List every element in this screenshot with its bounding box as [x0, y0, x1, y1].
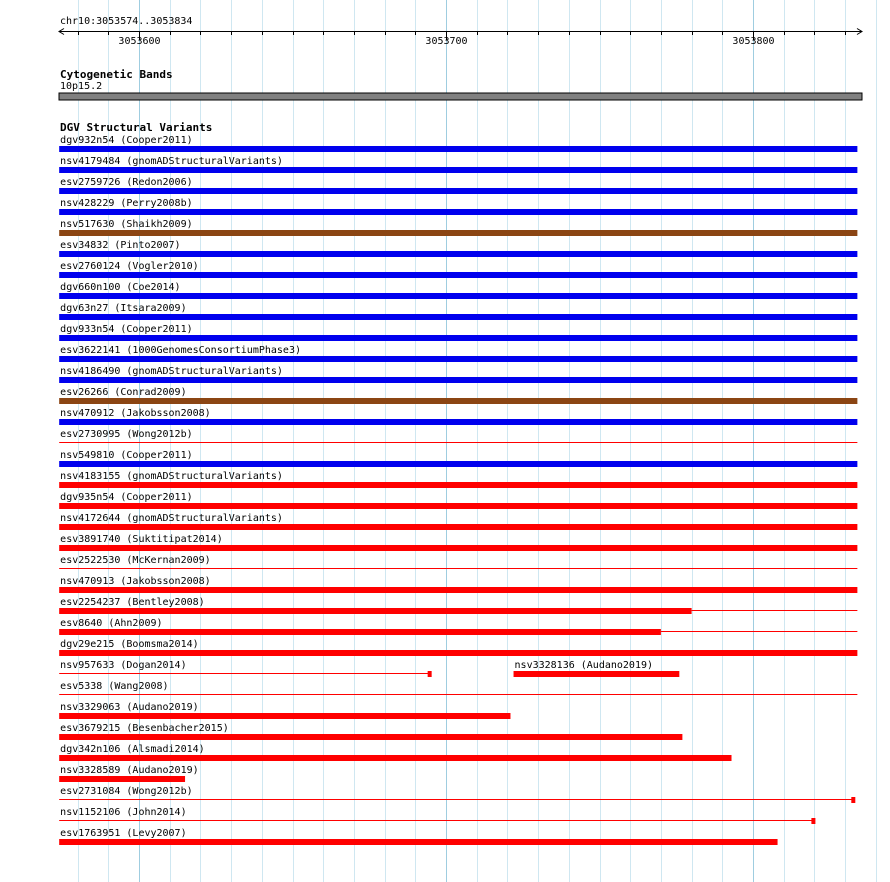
variant-feature[interactable] [59, 429, 857, 443]
variant-row [59, 240, 857, 257]
variant-bar[interactable] [59, 713, 510, 719]
variant-feature[interactable] [59, 135, 857, 152]
variant-feature[interactable] [59, 618, 857, 635]
variant-feature[interactable] [59, 366, 857, 383]
variant-label: nsv4179484 (gnomADStructuralVariants) [60, 156, 283, 167]
variant-feature[interactable] [59, 765, 198, 782]
variant-row [59, 387, 857, 404]
variant-feature[interactable] [59, 408, 857, 425]
variant-row [59, 303, 857, 320]
variant-bar[interactable] [59, 587, 857, 593]
variant-label: nsv3328136 (Audano2019) [514, 660, 654, 671]
variant-feature[interactable] [59, 345, 857, 362]
feature-list [59, 135, 857, 845]
variant-bar[interactable] [59, 272, 857, 278]
variant-row [59, 639, 857, 656]
variant-label: nsv517630 (Shaikh2009) [60, 219, 193, 230]
ruler-ticks [59, 29, 862, 48]
variant-bar[interactable] [59, 377, 857, 383]
variant-feature[interactable] [59, 219, 857, 236]
variant-bar[interactable] [59, 839, 777, 845]
variant-row [59, 786, 855, 803]
variant-row [59, 807, 815, 824]
variant-feature[interactable] [59, 576, 857, 593]
variant-label: esv1763951 (Levy2007) [60, 828, 187, 839]
variant-row [59, 576, 857, 593]
variant-row [59, 450, 857, 467]
variant-feature[interactable] [59, 723, 682, 740]
variant-bar[interactable] [59, 230, 857, 236]
variant-row [59, 534, 857, 551]
variant-feature[interactable] [59, 639, 857, 656]
variant-bar[interactable] [59, 146, 857, 152]
variant-bar[interactable] [59, 209, 857, 215]
variant-feature[interactable] [59, 702, 510, 719]
variant-feature[interactable] [59, 282, 857, 299]
variant-label: nsv3329063 (Audano2019) [60, 702, 199, 713]
variant-row [59, 282, 857, 299]
variant-row [59, 660, 679, 677]
variant-feature[interactable] [59, 303, 857, 320]
variant-bar[interactable] [59, 545, 857, 551]
variant-label: nsv470913 (Jakobsson2008) [60, 576, 211, 587]
variant-bar[interactable] [59, 398, 857, 404]
position-label: chr10:3053574..3053834 [60, 16, 193, 27]
variant-row [59, 471, 857, 488]
variant-bar[interactable] [59, 314, 857, 320]
variant-feature[interactable] [59, 828, 777, 845]
variant-row [59, 828, 777, 845]
variant-bar[interactable] [59, 167, 857, 173]
variant-row [59, 681, 857, 695]
variant-label: dgv660n100 (Coe2014) [60, 282, 181, 293]
variant-feature[interactable] [59, 555, 857, 569]
variant-row [59, 366, 857, 383]
variant-label: nsv470912 (Jakobsson2008) [60, 408, 211, 419]
variant-feature[interactable] [59, 492, 857, 509]
variant-bar[interactable] [59, 776, 185, 782]
variant-bar[interactable] [59, 734, 682, 740]
variant-label: nsv1152106 (John2014) [60, 807, 187, 818]
variant-label: nsv3328589 (Audano2019) [60, 765, 199, 776]
variant-row [59, 765, 198, 782]
variant-label: esv26266 (Conrad2009) [60, 387, 187, 398]
variant-feature[interactable] [59, 156, 857, 173]
variant-label: esv2522530 (McKernan2009) [60, 555, 211, 566]
variant-feature[interactable] [59, 198, 857, 215]
variant-label: nsv4186490 (gnomADStructuralVariants) [60, 366, 283, 377]
variant-feature[interactable] [514, 660, 680, 677]
variant-feature[interactable] [59, 261, 857, 278]
variant-bar[interactable] [59, 755, 731, 761]
variant-bar[interactable] [59, 524, 857, 530]
variant-feature[interactable] [59, 786, 855, 803]
variant-row [59, 429, 857, 443]
variant-label: esv8640 (Ahn2009) [60, 618, 163, 629]
cytoband-bar[interactable] [59, 93, 862, 100]
variant-bar[interactable] [59, 608, 691, 614]
variant-label: nsv549810 (Cooper2011) [60, 450, 193, 461]
variant-label: esv3891740 (Suktitipat2014) [60, 534, 223, 545]
variant-bar[interactable] [59, 461, 857, 467]
variant-bar[interactable] [59, 650, 857, 656]
variant-feature[interactable] [59, 324, 857, 341]
band-label: 10p15.2 [60, 81, 103, 92]
variant-row [59, 261, 857, 278]
variant-bar[interactable] [59, 293, 857, 299]
variant-bar[interactable] [514, 671, 680, 677]
variant-row [59, 555, 857, 569]
variant-label: esv2760124 (Vogler2010) [60, 261, 199, 272]
dgv-track [59, 121, 857, 845]
variant-label: dgv63n27 (Itsara2009) [60, 303, 187, 314]
variant-label: esv2730995 (Wong2012b) [60, 429, 193, 440]
variant-feature[interactable] [59, 807, 815, 824]
variant-feature[interactable] [59, 177, 857, 194]
variant-row [59, 135, 857, 152]
variant-label: nsv957633 (Dogan2014) [60, 660, 187, 671]
track-title: Cytogenetic Bands [60, 68, 173, 81]
variant-bar[interactable] [59, 356, 857, 362]
variant-label: dgv935n54 (Cooper2011) [60, 492, 193, 503]
variant-label: esv5338 (Wang2008) [60, 681, 169, 692]
variant-end-box[interactable] [428, 671, 432, 677]
variant-label: nsv428229 (Perry2008b) [60, 198, 193, 209]
variant-bar[interactable] [59, 188, 857, 194]
variant-row [59, 219, 857, 236]
variant-feature[interactable] [59, 387, 857, 404]
variant-bar[interactable] [59, 503, 857, 509]
variant-row [59, 492, 857, 509]
variant-row [59, 723, 682, 740]
variant-bar[interactable] [59, 419, 857, 425]
variant-label: dgv933n54 (Cooper2011) [60, 324, 193, 335]
variant-label: esv34832 (Pinto2007) [60, 240, 181, 251]
variant-row [59, 513, 857, 530]
variant-label: esv2731084 (Wong2012b) [60, 786, 193, 797]
variant-label: dgv932n54 (Cooper2011) [60, 135, 193, 146]
variant-end-box[interactable] [851, 797, 855, 803]
track-title: DGV Structural Variants [60, 121, 213, 134]
variant-row [59, 198, 857, 215]
variant-row [59, 324, 857, 341]
variant-bar[interactable] [59, 482, 857, 488]
variant-feature[interactable] [59, 534, 857, 551]
ruler[interactable] [59, 16, 862, 47]
variant-label: esv3679215 (Besenbacher2015) [60, 723, 229, 734]
variant-row [59, 156, 857, 173]
variant-label: nsv4172644 (gnomADStructuralVariants) [60, 513, 283, 524]
variant-feature[interactable] [59, 450, 857, 467]
variant-end-box[interactable] [811, 818, 815, 824]
variant-row [59, 408, 857, 425]
ruler-tick-label: 3053700 [425, 36, 468, 47]
variant-row [59, 177, 857, 194]
variant-label: dgv342n106 (Alsmadi2014) [60, 744, 205, 755]
variant-row [59, 702, 510, 719]
variant-row [59, 597, 857, 614]
variant-label: esv2759726 (Redon2006) [60, 177, 193, 188]
ruler-tick-label: 3053800 [732, 36, 775, 47]
variant-feature[interactable] [59, 681, 857, 695]
variant-row [59, 618, 857, 635]
variant-feature[interactable] [59, 660, 431, 677]
variant-label: dgv29e215 (Boomsma2014) [60, 639, 199, 650]
variant-feature[interactable] [59, 597, 857, 614]
cytoband-track [59, 68, 862, 100]
variant-feature[interactable] [59, 471, 857, 488]
variant-label: esv3622141 (1000GenomesConsortiumPhase3) [60, 345, 302, 356]
variant-label: nsv4183155 (gnomADStructuralVariants) [60, 471, 283, 482]
ruler-tick-label: 3053600 [118, 36, 161, 47]
variant-row [59, 345, 857, 362]
variant-feature[interactable] [59, 240, 857, 257]
variant-bar[interactable] [59, 335, 857, 341]
variant-bar[interactable] [59, 629, 661, 635]
variant-bar[interactable] [59, 251, 857, 257]
variant-feature[interactable] [59, 513, 857, 530]
variant-label: esv2254237 (Bentley2008) [60, 597, 205, 608]
